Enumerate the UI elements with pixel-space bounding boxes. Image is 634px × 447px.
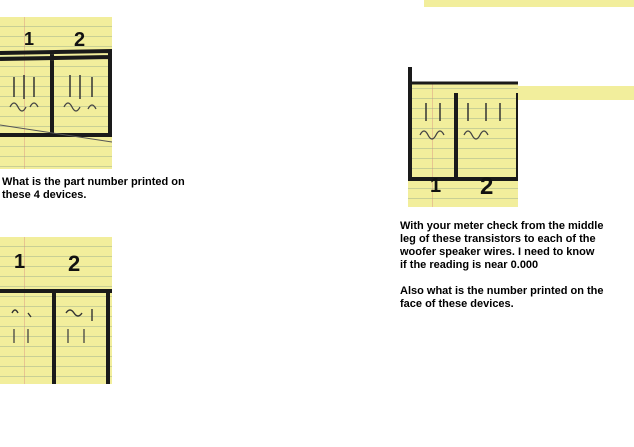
device-label-2: 2: [480, 173, 494, 200]
photo-transistors-top-left: [0, 17, 112, 169]
question-meter-check: With your meter check from the middle leg of these transistors to each of the woofer speaker wires. I need to know if the reading is near 0.000 Also what is the number printed on the face of these devices.: [400, 220, 604, 310]
device-label-2: 2: [74, 29, 86, 51]
photo-strip-right: [518, 86, 634, 100]
device-label-1: 1: [14, 251, 26, 273]
photo-strip-top: [424, 0, 634, 7]
photo-transistors-bottom-left: [0, 237, 112, 384]
photo-transistors-right: [408, 19, 518, 207]
board-sketch: [0, 17, 112, 169]
device-label-1: 1: [430, 175, 442, 197]
question-part-number: What is the part number printed on these 4 devices.: [2, 176, 185, 201]
device-label-2: 2: [68, 251, 81, 276]
board-sketch: [408, 19, 518, 207]
device-label-1: 1: [24, 29, 35, 49]
